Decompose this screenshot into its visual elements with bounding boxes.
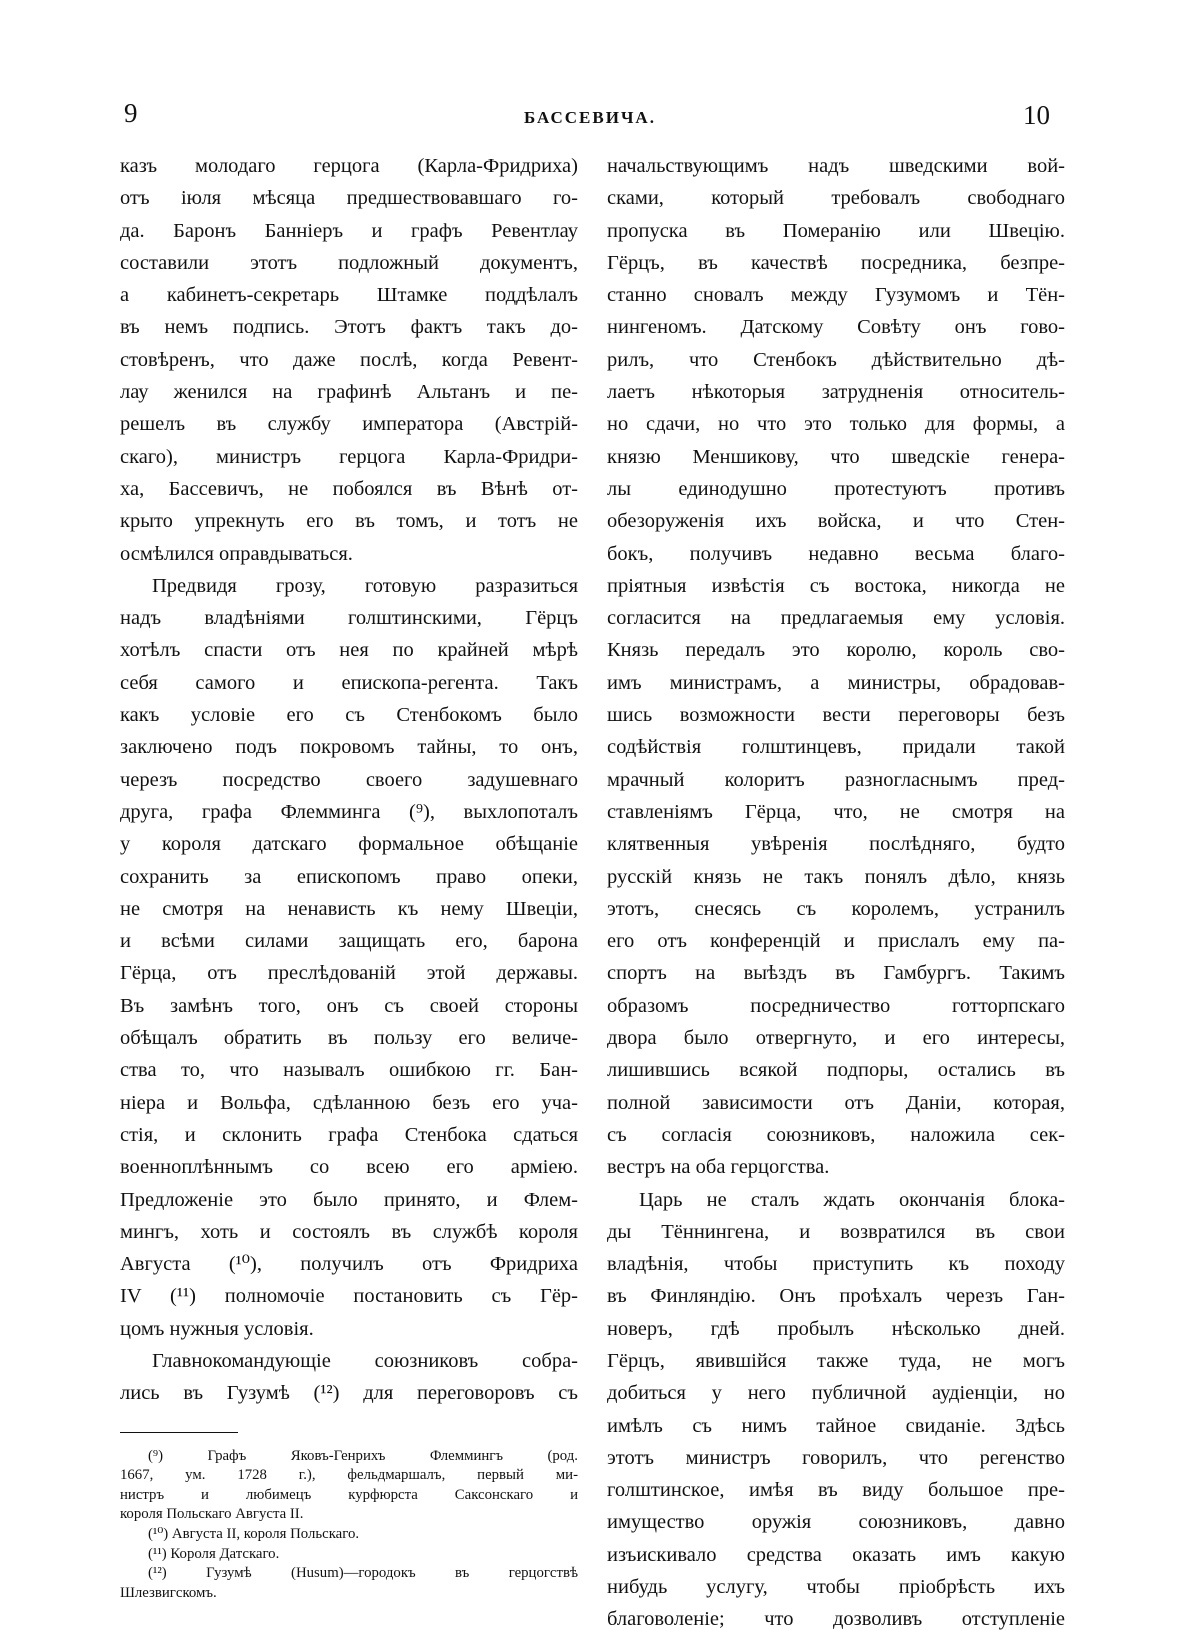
text-line: а кабинетъ-секретарь Штамке поддѣлалъ (120, 284, 578, 307)
text-line: Гёрца, отъ преслѣдованій этой державы. (120, 962, 578, 985)
text-line: начальствующимъ надъ шведскими вой- (607, 155, 1065, 177)
text-line: у короля датскаго формальное обѣщаніе (120, 833, 578, 856)
text-line: ды Тённингена, и возвратился въ свои (607, 1220, 1065, 1243)
text-line: но сдачи, но что это только для формы, а (607, 413, 1065, 436)
text-line: лишившись всякой подпоры, остались въ (607, 1059, 1065, 1082)
page-number-left: 9 (124, 98, 138, 128)
page-number-right: 10 (1023, 100, 1050, 130)
text-line: имѣлъ съ нимъ тайное свиданіе. Здѣсь (607, 1414, 1065, 1437)
text-line: нибудь услугу, чтобы пріобрѣсть ихъ (607, 1576, 1065, 1599)
text-line: русскій князь не такъ понялъ дѣло, князь (607, 865, 1065, 888)
text-line: да. Баронъ Банніеръ и графъ Ревентлау (120, 219, 578, 242)
text-line: лау женился на графинѣ Альтанъ и пе- (120, 381, 578, 404)
text-line: новеръ, гдѣ пробылъ нѣсколько дней. (607, 1317, 1065, 1340)
text-line: казъ молодаго герцога (Карла-Фридриха) (120, 155, 578, 177)
text-line: обезоруженія ихъ войска, и что Стен- (607, 510, 1065, 533)
text-line: IV (¹¹) полномочіе постановить съ Гёр- (120, 1285, 578, 1308)
footnote-line: (¹²) Гузумѣ (Husum)—городокъ въ герцогствѣ (148, 1565, 578, 1582)
page-header (120, 98, 1060, 138)
text-line: сохранить за епископомъ право опеки, (120, 865, 578, 888)
text-line: изъискивало средства оказать имъ какую (607, 1543, 1065, 1566)
footnote-line: (⁹) Графъ Яковъ-Генрихъ Флеммингъ (род. (148, 1447, 578, 1464)
text-line: друга, графа Флемминга (⁹), выхлопоталъ (120, 800, 578, 823)
text-line: надъ владѣніями голштинскими, Гёрцъ (120, 607, 578, 630)
text-line: образомъ посредничество готторпскаго (607, 994, 1065, 1017)
text-line: рилъ, что Стенбокъ дѣйствительно дѣ- (607, 348, 1065, 371)
text-line: клятвенныя увѣренія послѣдняго, будто (607, 833, 1065, 856)
text-line: добиться у него публичной аудіенціи, но (607, 1382, 1065, 1405)
text-line: этотъ, снесясь съ королемъ, устранилъ (607, 897, 1065, 920)
text-line: Предложеніе это было принято, и Флем- (120, 1188, 578, 1211)
text-line: нингеномъ. Датскому Совѣту онъ гово- (607, 316, 1065, 339)
right-column (607, 150, 1065, 1636)
text-line: заключено подъ покровомъ тайны, то онъ, (120, 736, 578, 759)
text-line: не смотря на ненависть къ нему Швеціи, (120, 897, 578, 920)
footnote-line: (¹¹) Короля Датскаго. (148, 1545, 280, 1562)
text-line: бокъ, получивъ недавно весьма благо- (607, 542, 1065, 565)
text-line: его отъ конференцій и прислалъ ему па- (607, 930, 1065, 953)
text-line: князю Меншикову, что шведскіе генера- (607, 445, 1065, 468)
text-line: цомъ нужныя условія. (120, 1317, 314, 1340)
text-line: вестръ на оба герцогства. (607, 1156, 830, 1179)
text-line: стовѣренъ, что даже послѣ, когда Ревент- (120, 348, 578, 371)
text-line: обѣщалъ обратить въ пользу его величе- (120, 1027, 578, 1050)
text-line: стія, и склонить графа Стенбока сдаться (120, 1123, 578, 1146)
text-line: составили этотъ подложный документъ, (120, 251, 578, 274)
footnote-line: нистръ и любимецъ курфюрста Саксонскаго и (120, 1486, 578, 1503)
text-line: хотѣлъ спасти отъ нея по крайней мѣрѣ (120, 639, 578, 662)
text-line: согласится на предлагаемыя ему условія. (607, 607, 1065, 630)
text-line: лы единодушно протестуютъ противъ (607, 477, 1065, 500)
text-line: черезъ посредство своего задушевнаго (120, 768, 578, 791)
text-line: военноплѣннымъ со всею его арміею. (120, 1156, 578, 1179)
text-line: голштинское, имѣя въ виду большое пре- (607, 1479, 1065, 1502)
text-line: спортъ на выѣздъ въ Гамбургъ. Такимъ (607, 962, 1065, 985)
text-line: имущество оружія союзниковъ, давно (607, 1511, 1065, 1534)
text-line: Гёрцъ, явившійся также туда, не могъ (607, 1349, 1065, 1372)
text-line: Главнокомандующіе союзниковъ собра- (152, 1349, 578, 1372)
text-line: имъ министрамъ, а министры, обрадовав- (607, 671, 1065, 694)
text-line: мрачный колоритъ разногласнымъ пред- (607, 768, 1065, 791)
text-line: Августа (¹⁰), получилъ отъ Фридриха (120, 1253, 578, 1276)
text-line: этотъ министръ говорилъ, что регенство (607, 1446, 1065, 1469)
text-line: содѣйствія голштинцевъ, придали такой (607, 736, 1065, 759)
text-line: сками, который требовалъ свободнаго (607, 187, 1065, 210)
text-line: осмѣлился оправдываться. (120, 542, 353, 565)
text-line: ставленіямъ Гёрца, что, не смотря на (607, 800, 1065, 823)
text-line: и всѣми силами защищать его, барона (120, 930, 578, 953)
text-line: скаго), министръ герцога Карла-Фридри- (120, 445, 578, 468)
text-line: станно сновалъ между Гузумомъ и Тён- (607, 284, 1065, 307)
footnote-line: (¹⁰) Августа II, короля Польскаго. (148, 1525, 360, 1542)
text-line: ства то, что называлъ ошибкою гг. Бан- (120, 1059, 578, 1082)
footnotes (120, 1447, 578, 1604)
text-line: благоволеніе; что дозволивъ отступленіе (607, 1608, 1065, 1631)
text-line: мингъ, хоть и состоялъ въ службѣ короля (120, 1220, 578, 1243)
text-line: Въ замѣнъ того, онъ съ своей стороны (120, 994, 578, 1017)
text-line: въ немъ подпись. Этотъ фактъ такъ до- (120, 316, 578, 339)
text-line: съ согласія союзниковъ, наложила сек- (607, 1123, 1065, 1146)
text-line: владѣнія, чтобы приступить къ походу (607, 1253, 1065, 1276)
running-head: БАССЕВИЧА. (524, 108, 656, 127)
text-line: ніера и Вольфа, сдѣланною безъ его уча- (120, 1091, 578, 1114)
text-line: Князь передалъ это королю, король сво- (607, 639, 1065, 662)
text-line: шись возможности вести переговоры безъ (607, 704, 1065, 727)
text-line: себя самого и епископа-регента. Такъ (120, 671, 578, 694)
footnote-line: короля Польскаго Августа II. (120, 1506, 304, 1523)
text-line: пропуска въ Померанію или Швецію. (607, 219, 1065, 242)
footnote-line: Шлезвигскомъ. (120, 1584, 217, 1601)
text-line: двора было отвергнуто, и его интересы, (607, 1027, 1065, 1050)
text-line: Гёрцъ, въ качествѣ посредника, безпре- (607, 251, 1065, 274)
text-line: въ Финляндію. Онъ проѣхалъ черезъ Ган- (607, 1285, 1065, 1308)
text-line: полной зависимости отъ Даніи, которая, (607, 1091, 1065, 1114)
text-line: отъ іюля мѣсяца предшествовавшаго го- (120, 187, 578, 210)
text-line: Предвидя грозу, готовую разразиться (152, 574, 578, 597)
footnote-line: 1667, ум. 1728 г.), фельдмаршалъ, первый ми- (120, 1467, 578, 1484)
text-line: лись въ Гузумѣ (¹²) для переговоровъ съ (120, 1382, 578, 1405)
footnote-divider (120, 1432, 238, 1433)
text-line: пріятныя извѣстія съ востока, никогда не (607, 574, 1065, 597)
left-column (120, 150, 578, 1603)
text-line: крыто упрекнуть его въ томъ, и тотъ не (120, 510, 578, 533)
text-line: решелъ въ службу императора (Австрій- (120, 413, 578, 436)
text-line: какъ условіе его съ Стенбокомъ было (120, 704, 578, 727)
text-line: лаетъ нѣкоторыя затрудненія относитель- (607, 381, 1065, 404)
text-line: Царь не сталъ ждать окончанія блока- (639, 1188, 1065, 1211)
text-line: ха, Бассевичъ, не побоялся въ Вѣнѣ от- (120, 477, 578, 500)
